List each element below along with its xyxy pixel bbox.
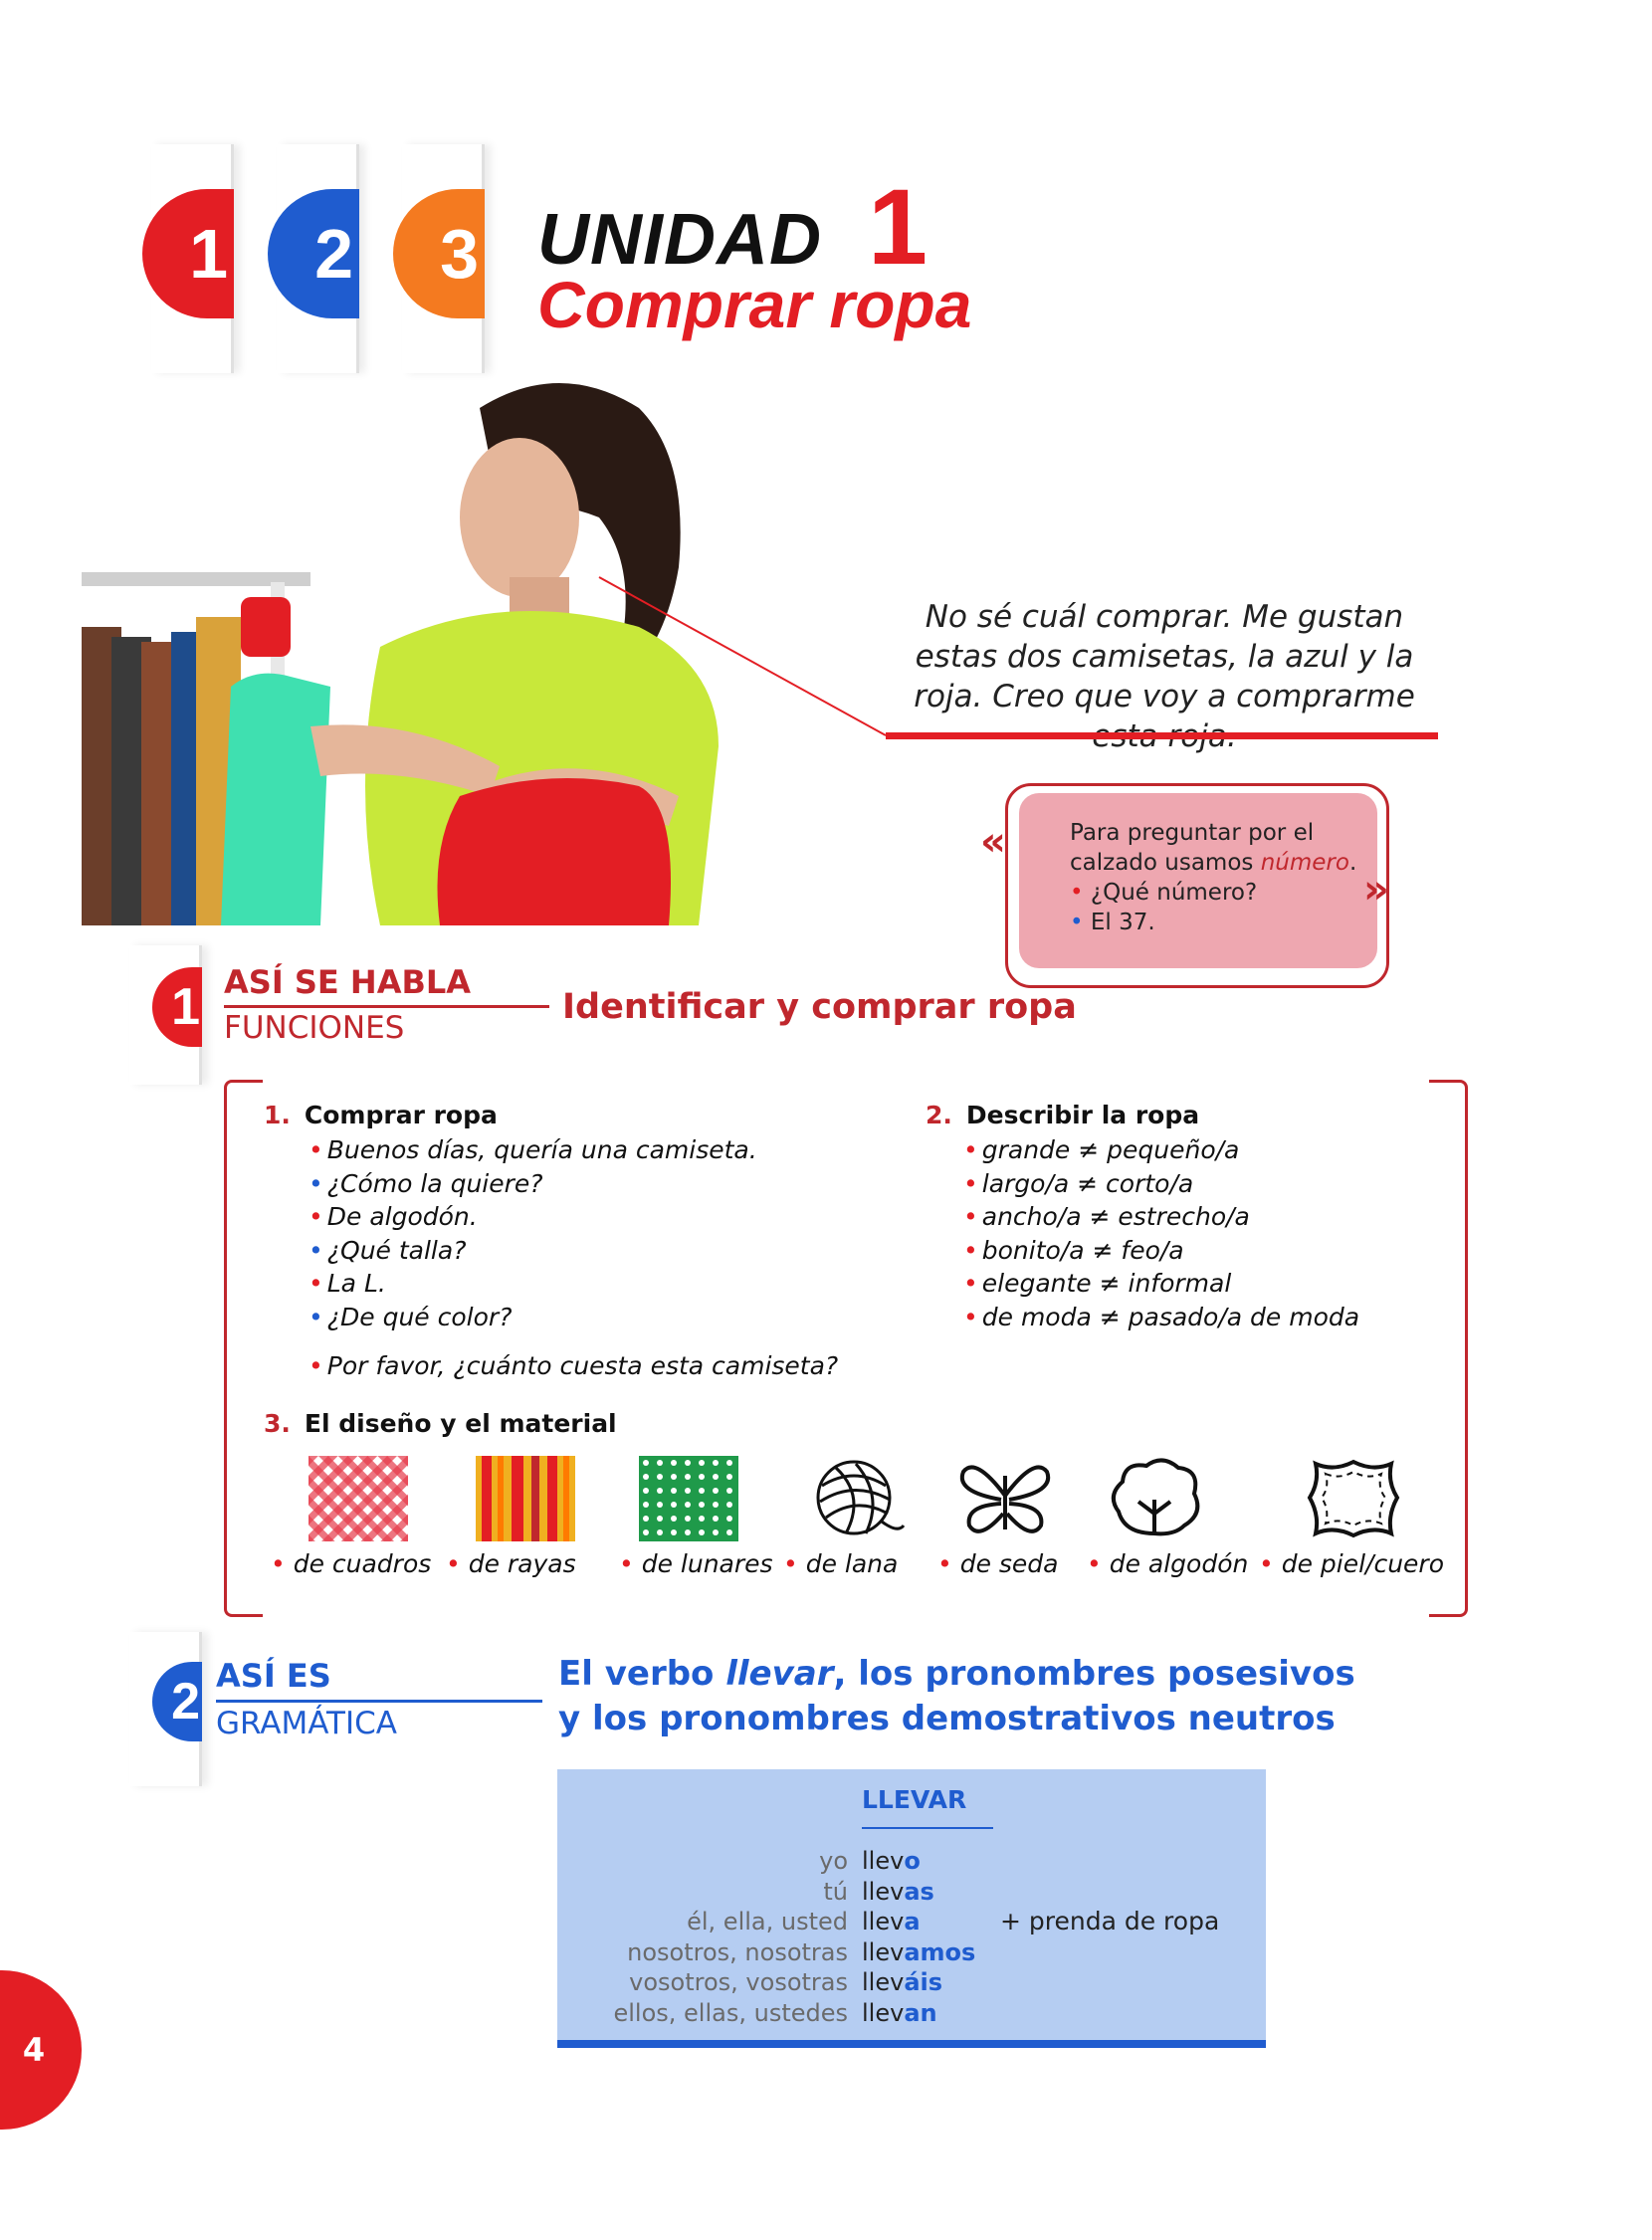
material-label: • de rayas (446, 1549, 576, 1578)
list-comprar-ropa (264, 1101, 861, 1383)
butterfly-icon (955, 1456, 1055, 1541)
verb-form: lleva (862, 1908, 921, 1935)
list-item: • ¿De qué color? (309, 1301, 861, 1334)
gingham-pattern-icon (309, 1456, 408, 1541)
tab-disc-3: 3 (393, 189, 485, 318)
tip-end: . (1348, 850, 1357, 876)
tab-unit-2 (277, 144, 359, 373)
pronoun: él, ella, usted (687, 1908, 848, 1935)
polka-dot-pattern-icon (639, 1456, 738, 1541)
verb-form: llevan (862, 1998, 937, 2027)
list-diseno-material (264, 1409, 617, 1438)
list-item: • La L. (309, 1267, 861, 1301)
section-2-heading-pre: El verbo (558, 1654, 726, 1694)
table-header-rule (862, 1827, 993, 1829)
list-item: • elegante ≠ informal (963, 1267, 1443, 1301)
page-number: 4 (0, 1970, 82, 2130)
list-item: • de moda ≠ pasado/a de moda (963, 1301, 1443, 1334)
tab-disc-1: 1 (142, 189, 234, 318)
section-2-number: 2 (152, 1662, 202, 1741)
section-2-heading (558, 1652, 1374, 1741)
material-label: • de lana (783, 1549, 898, 1578)
material-label: • de lunares (619, 1549, 773, 1578)
tip-keyword: número (1260, 850, 1349, 876)
list-item: • largo/a ≠ corto/a (963, 1167, 1443, 1201)
verb-form: llevo (862, 1847, 921, 1875)
list-3-title: El diseño y el material (304, 1409, 617, 1438)
list-3-number: 3. (264, 1409, 291, 1438)
conjugation-table (557, 1769, 1266, 2048)
list-item: • Buenos días, quería una camiseta. (309, 1133, 861, 1167)
list-describir-ropa (926, 1101, 1443, 1333)
section-2-tab (129, 1632, 202, 1786)
tip-intro: Para preguntar por el calzado usamos (1070, 820, 1315, 876)
section-1-title: ASÍ SE HABLA (224, 963, 471, 1001)
section-2-rule (216, 1700, 542, 1703)
list-item: • ¿Cómo la quiere? (309, 1167, 861, 1201)
section-2-heading-post: , los pronombres posesivos y los pronombres demostrativos neutros (558, 1654, 1355, 1738)
list-2-title: Describir la ropa (965, 1101, 1200, 1129)
tip-text: Para preguntar por el calzado usamos número. • ¿Qué número? • El 37. (1070, 820, 1357, 935)
yarn-ball-icon (806, 1456, 906, 1541)
material-label: • de seda (937, 1549, 1059, 1578)
section-1-tab (129, 945, 202, 1085)
list-item: • bonito/a ≠ feo/a (963, 1234, 1443, 1268)
list-item-extra: • Por favor, ¿cuánto cuesta esta camiseta? (309, 1349, 861, 1383)
chevron-left-icon: « (980, 819, 1006, 865)
list-item: • grande ≠ pequeño/a (963, 1133, 1443, 1167)
leather-hide-icon (1304, 1456, 1403, 1541)
tip-question: ¿Qué número? (1090, 880, 1258, 906)
list-item: • De algodón. (309, 1200, 861, 1234)
shopping-photo (82, 368, 937, 925)
chevron-right-icon: » (1363, 867, 1389, 913)
stripes-pattern-icon (476, 1456, 575, 1541)
table-complement: + prenda de ropa (1000, 1907, 1220, 1935)
section-2-subtitle: GRAMÁTICA (216, 1706, 397, 1741)
verb-forms-column (862, 1846, 975, 2028)
list-item: • ¿Qué talla? (309, 1234, 861, 1268)
section-2-heading-verb: llevar (725, 1654, 834, 1694)
quote-underline (886, 732, 1438, 739)
list-1-number: 1. (264, 1101, 291, 1129)
material-label: • de piel/cuero (1259, 1549, 1444, 1578)
unit-title: Comprar ropa (537, 268, 972, 341)
list-1-title: Comprar ropa (304, 1101, 498, 1129)
list-2-number: 2. (926, 1101, 952, 1129)
section-1-rule (224, 1005, 549, 1008)
section-2-title: ASÍ ES (216, 1657, 331, 1695)
quote-text: No sé cuál comprar. Me gustan estas dos camisetas, la azul y la roja. Creo que voy a comprarme (914, 599, 1415, 714)
table-header: LLEVAR (862, 1785, 967, 1814)
pronoun: nosotros, nosotras (627, 1937, 848, 1966)
pronoun: vosotros, vosotras (629, 1968, 848, 1996)
tab-unit-3 (402, 144, 485, 373)
pronoun: ellos, ellas, ustedes (613, 1998, 848, 2027)
section-1-number: 1 (152, 967, 202, 1047)
cotton-flower-icon (1105, 1456, 1204, 1541)
unit-number: 1 (868, 166, 929, 287)
tip-answer: El 37. (1090, 910, 1155, 935)
list-item: • ancho/a ≠ estrecho/a (963, 1200, 1443, 1234)
verb-form: llevamos (862, 1937, 976, 1966)
pronoun-column (613, 1846, 848, 2028)
pronoun: yo (819, 1847, 848, 1875)
tab-disc-2: 2 (268, 189, 359, 318)
section-1-heading: Identificar y comprar ropa (562, 987, 1077, 1027)
unit-label: UNIDAD (537, 200, 822, 280)
verb-form: lleváis (862, 1968, 943, 1996)
material-label: • de cuadros (271, 1549, 431, 1578)
section-1-subtitle: FUNCIONES (224, 1010, 405, 1046)
pronoun: tú (823, 1877, 848, 1906)
verb-form: llevas (862, 1877, 934, 1906)
material-label: • de algodón (1087, 1549, 1248, 1578)
tab-unit-1 (151, 144, 234, 373)
